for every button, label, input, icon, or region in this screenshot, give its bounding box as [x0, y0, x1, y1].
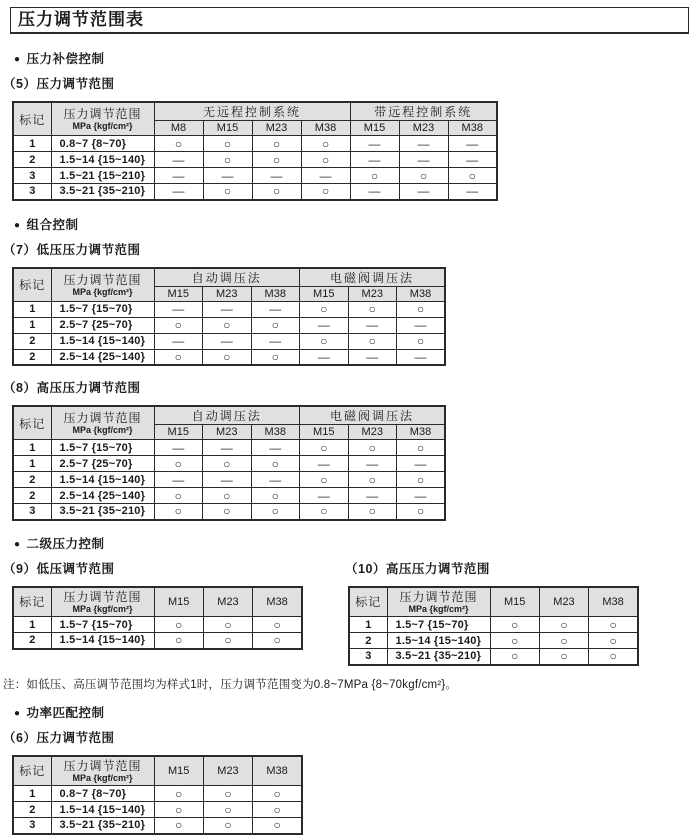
circle-mark: ○: [154, 786, 203, 802]
mark-cell: 1: [13, 301, 51, 317]
model-header: M15: [300, 425, 349, 440]
circle-mark: ○: [589, 649, 638, 665]
mark-header: 标记: [13, 268, 51, 302]
mark-cell: 2: [13, 472, 51, 488]
circle-mark: ○: [203, 136, 252, 152]
range-cell: 1.5~14 {15~140}: [387, 633, 490, 649]
table-8-high-pressure-range: [12, 405, 700, 521]
range-cell: 1.5~14 {15~140}: [51, 472, 154, 488]
circle-mark: ○: [253, 633, 302, 649]
dash-mark: —: [154, 152, 203, 168]
range-cell: 2.5~14 {25~140}: [51, 488, 154, 504]
bullet-icon: ●: [14, 219, 21, 231]
range-table: [348, 586, 639, 666]
dash-mark: —: [350, 152, 399, 168]
circle-mark: ○: [301, 184, 350, 200]
circle-mark: ○: [203, 802, 252, 818]
range-cell: 3.5~21 {35~210}: [387, 649, 490, 665]
group-header: 自动调压法: [154, 406, 300, 425]
group-header: 电磁阀调压法: [300, 268, 446, 287]
model-header: M23: [203, 756, 252, 786]
circle-mark: ○: [539, 633, 588, 649]
dash-mark: —: [154, 440, 203, 456]
model-header: M38: [589, 587, 638, 617]
dash-mark: —: [399, 152, 448, 168]
mark-cell: 2: [13, 152, 51, 168]
range-header: [387, 587, 490, 617]
model-header: M23: [348, 286, 397, 301]
circle-mark: ○: [154, 349, 203, 365]
group-header: 无远程控制系统: [154, 102, 350, 121]
circle-mark: ○: [539, 617, 588, 633]
circle-mark: ○: [252, 184, 301, 200]
dash-mark: —: [300, 456, 349, 472]
dash-mark: —: [203, 440, 252, 456]
left-column: [0, 552, 345, 650]
section-power-matching: [14, 703, 700, 721]
table-row: [13, 472, 445, 488]
circle-mark: ○: [154, 818, 203, 834]
circle-mark: ○: [589, 617, 638, 633]
range-cell: 1.5~14 {15~140}: [51, 633, 154, 649]
model-header: M38: [251, 286, 300, 301]
circle-mark: ○: [154, 617, 203, 633]
circle-mark: ○: [348, 333, 397, 349]
dash-mark: —: [448, 136, 497, 152]
model-header: M38: [253, 756, 302, 786]
model-header: M15: [490, 587, 539, 617]
dash-mark: —: [348, 456, 397, 472]
mark-header: 标记: [13, 102, 51, 136]
dash-mark: —: [300, 488, 349, 504]
dash-mark: —: [252, 168, 301, 184]
header-row: [13, 268, 445, 287]
circle-mark: ○: [203, 184, 252, 200]
section-label: 二级压力控制: [26, 536, 105, 551]
mark-cell: 1: [13, 617, 51, 633]
model-header: M23: [203, 587, 252, 617]
circle-mark: ○: [251, 317, 300, 333]
dash-mark: —: [251, 301, 300, 317]
mark-cell: 3: [13, 818, 51, 834]
circle-mark: ○: [490, 649, 539, 665]
circle-mark: ○: [251, 456, 300, 472]
circle-mark: ○: [448, 168, 497, 184]
bullet-icon: ●: [14, 54, 21, 65]
range-header: [51, 406, 154, 440]
circle-mark: ○: [301, 136, 350, 152]
subsection-label-5: （5）压力调节范围: [3, 77, 115, 91]
table-row: [13, 168, 497, 184]
model-header: M15: [154, 587, 203, 617]
section-two-stage-control: [14, 534, 700, 552]
table-row: [13, 440, 445, 456]
range-header-title: 压力调节范围: [63, 758, 142, 773]
circle-mark: ○: [348, 301, 397, 317]
circle-mark: ○: [397, 301, 446, 317]
circle-mark: ○: [203, 317, 252, 333]
circle-mark: ○: [154, 633, 203, 649]
table-row: [13, 786, 302, 802]
table-row: [13, 333, 445, 349]
circle-mark: ○: [252, 136, 301, 152]
section-pressure-compensation: [14, 49, 700, 67]
mark-cell: 2: [13, 802, 51, 818]
mark-cell: 3: [13, 184, 51, 200]
two-column-area: [0, 552, 700, 666]
circle-mark: ○: [397, 504, 446, 520]
range-header: [51, 102, 154, 136]
circle-mark: ○: [203, 349, 252, 365]
range-header-title: 压力调节范围: [63, 272, 142, 287]
dash-mark: —: [154, 301, 203, 317]
model-header: M23: [539, 587, 588, 617]
mark-header: 标记: [13, 587, 51, 617]
range-header-title: 压力调节范围: [63, 589, 142, 604]
mark-cell: 1: [13, 786, 51, 802]
circle-mark: ○: [301, 152, 350, 168]
dash-mark: —: [203, 333, 252, 349]
model-header: M15: [203, 121, 252, 136]
range-cell: 3.5~21 {35~210}: [51, 184, 154, 200]
circle-mark: ○: [348, 472, 397, 488]
model-header: M38: [397, 425, 446, 440]
circle-mark: ○: [252, 152, 301, 168]
dash-mark: —: [154, 184, 203, 200]
dash-mark: —: [397, 349, 446, 365]
circle-mark: ○: [348, 440, 397, 456]
range-cell: 2.5~7 {25~70}: [51, 317, 154, 333]
circle-mark: ○: [203, 504, 252, 520]
section-label: 组合控制: [26, 217, 79, 232]
range-table: [12, 101, 498, 201]
dash-mark: —: [154, 168, 203, 184]
bullet-icon: ●: [14, 707, 21, 719]
table-6-pressure-range: [12, 755, 700, 835]
header-row: [349, 587, 638, 617]
dash-mark: —: [203, 301, 252, 317]
range-table: [12, 586, 303, 650]
mark-cell: 1: [13, 136, 51, 152]
dash-mark: —: [203, 472, 252, 488]
circle-mark: ○: [300, 472, 349, 488]
group-header: 自动调压法: [154, 268, 300, 287]
circle-mark: ○: [203, 786, 252, 802]
circle-mark: ○: [300, 301, 349, 317]
range-cell: 0.8~7 {8~70}: [51, 136, 154, 152]
model-header: M15: [154, 756, 203, 786]
range-cell: 1.5~7 {15~70}: [51, 440, 154, 456]
range-cell: 1.5~7 {15~70}: [51, 617, 154, 633]
footnote: 注：如低压、高压调节范围均为样式1时，压力调节范围变为0.8~7MPa {8~70kgf/cm²}。: [3, 678, 458, 691]
dash-mark: —: [397, 488, 446, 504]
circle-mark: ○: [539, 649, 588, 665]
table-row: [349, 649, 638, 665]
table-row: [13, 504, 445, 520]
header-row: [13, 102, 497, 121]
mark-cell: 2: [13, 349, 51, 365]
circle-mark: ○: [253, 617, 302, 633]
range-table: [12, 267, 446, 367]
circle-mark: ○: [350, 168, 399, 184]
dash-mark: —: [350, 184, 399, 200]
circle-mark: ○: [154, 456, 203, 472]
circle-mark: ○: [203, 818, 252, 834]
table-row: [13, 633, 302, 649]
circle-mark: ○: [397, 472, 446, 488]
section-combination-control: [14, 215, 700, 233]
mark-cell: 3: [349, 649, 387, 665]
range-cell: 1.5~14 {15~140}: [51, 152, 154, 168]
section-label: 压力补偿控制: [26, 52, 105, 66]
table-row: [13, 317, 445, 333]
circle-mark: ○: [300, 333, 349, 349]
bullet-icon: ●: [14, 538, 21, 550]
model-header: M15: [154, 286, 203, 301]
range-header: [51, 587, 154, 617]
dash-mark: —: [154, 472, 203, 488]
group-header: 带远程控制系统: [350, 102, 497, 121]
range-cell: 1.5~14 {15~140}: [51, 333, 154, 349]
range-header-title: 压力调节范围: [399, 589, 478, 604]
model-header: M15: [300, 286, 349, 301]
dash-mark: —: [301, 168, 350, 184]
range-cell: 2.5~7 {25~70}: [51, 456, 154, 472]
circle-mark: ○: [397, 440, 446, 456]
mark-header: 标记: [13, 406, 51, 440]
model-header: M38: [301, 121, 350, 136]
table-row: [13, 152, 497, 168]
circle-mark: ○: [203, 633, 252, 649]
page-title: 压力调节范围表: [10, 7, 689, 34]
table-row: [13, 456, 445, 472]
range-header: [51, 756, 154, 786]
range-cell: 3.5~21 {35~210}: [51, 818, 154, 834]
dash-mark: —: [300, 317, 349, 333]
table-row: [13, 818, 302, 834]
dash-mark: —: [251, 333, 300, 349]
range-table: [12, 405, 446, 521]
table-row: [13, 301, 445, 317]
model-header: M23: [252, 121, 301, 136]
circle-mark: ○: [154, 317, 203, 333]
mark-cell: 3: [13, 168, 51, 184]
range-cell: 1.5~14 {15~140}: [51, 802, 154, 818]
dash-mark: —: [397, 456, 446, 472]
range-cell: 1.5~21 {15~210}: [51, 168, 154, 184]
range-cell: 2.5~14 {25~140}: [51, 349, 154, 365]
range-header: [51, 268, 154, 302]
dash-mark: —: [154, 333, 203, 349]
group-header: 电磁阀调压法: [300, 406, 446, 425]
range-header-unit: MPa {kgf/cm²}: [72, 425, 133, 435]
range-header-unit: MPa {kgf/cm²}: [72, 603, 133, 614]
model-header: M23: [203, 425, 252, 440]
dash-mark: —: [448, 152, 497, 168]
table-row: [13, 136, 497, 152]
right-column: [345, 552, 639, 666]
dash-mark: —: [348, 317, 397, 333]
circle-mark: ○: [490, 633, 539, 649]
range-header-unit: MPa {kgf/cm²}: [72, 772, 133, 783]
circle-mark: ○: [154, 136, 203, 152]
mark-header: 标记: [13, 756, 51, 786]
table-row: [13, 802, 302, 818]
header-row: [13, 587, 302, 617]
circle-mark: ○: [154, 802, 203, 818]
mark-cell: 3: [13, 504, 51, 520]
model-header: M38: [397, 286, 446, 301]
range-header-unit: MPa {kgf/cm²}: [72, 121, 133, 131]
mark-cell: 1: [13, 440, 51, 456]
model-header: M15: [350, 121, 399, 136]
mark-cell: 1: [13, 456, 51, 472]
range-header-unit: MPa {kgf/cm²}: [72, 286, 133, 297]
dash-mark: —: [397, 317, 446, 333]
table-row: [13, 349, 445, 365]
table-row: [13, 617, 302, 633]
section-label: 功率匹配控制: [26, 705, 105, 720]
model-header: M38: [448, 121, 497, 136]
range-table: [12, 755, 303, 835]
table-row: [349, 617, 638, 633]
dash-mark: —: [251, 440, 300, 456]
range-header-title: 压力调节范围: [63, 107, 142, 121]
range-header-title: 压力调节范围: [63, 411, 142, 425]
mark-cell: 2: [13, 488, 51, 504]
range-cell: 1.5~7 {15~70}: [387, 617, 490, 633]
subsection-label-9: （9）低压调节范围: [3, 561, 115, 576]
subsection-label-8: （8）高压压力调节范围: [3, 381, 141, 395]
header-row: [13, 756, 302, 786]
circle-mark: ○: [490, 617, 539, 633]
subsection-label-10: （10）高压压力调节范围: [345, 561, 490, 576]
dash-mark: —: [399, 184, 448, 200]
dash-mark: —: [448, 184, 497, 200]
circle-mark: ○: [203, 617, 252, 633]
range-cell: 1.5~7 {15~70}: [51, 301, 154, 317]
circle-mark: ○: [253, 818, 302, 834]
circle-mark: ○: [253, 786, 302, 802]
circle-mark: ○: [348, 504, 397, 520]
mark-cell: 2: [13, 333, 51, 349]
circle-mark: ○: [399, 168, 448, 184]
mark-header: 标记: [349, 587, 387, 617]
model-header: M23: [203, 286, 252, 301]
model-header: M8: [154, 121, 203, 136]
circle-mark: ○: [251, 488, 300, 504]
model-header: M15: [154, 425, 203, 440]
range-cell: 3.5~21 {35~210}: [51, 504, 154, 520]
circle-mark: ○: [251, 504, 300, 520]
model-header: M38: [251, 425, 300, 440]
dash-mark: —: [300, 349, 349, 365]
model-header: M23: [399, 121, 448, 136]
circle-mark: ○: [589, 633, 638, 649]
circle-mark: ○: [300, 504, 349, 520]
table-10-high-pressure-range: [348, 586, 639, 666]
header-row: [13, 406, 445, 425]
dash-mark: —: [203, 168, 252, 184]
model-header: M23: [348, 425, 397, 440]
circle-mark: ○: [154, 504, 203, 520]
circle-mark: ○: [203, 152, 252, 168]
dash-mark: —: [348, 349, 397, 365]
mark-cell: 1: [13, 317, 51, 333]
dash-mark: —: [348, 488, 397, 504]
circle-mark: ○: [203, 488, 252, 504]
range-header-unit: MPa {kgf/cm²}: [408, 603, 469, 614]
dash-mark: —: [350, 136, 399, 152]
circle-mark: ○: [251, 349, 300, 365]
circle-mark: ○: [300, 440, 349, 456]
model-header: M38: [253, 587, 302, 617]
dash-mark: —: [251, 472, 300, 488]
subsection-label-7: （7）低压压力调节范围: [3, 242, 141, 257]
mark-cell: 2: [13, 633, 51, 649]
circle-mark: ○: [397, 333, 446, 349]
table-row: [13, 488, 445, 504]
table-row: [13, 184, 497, 200]
circle-mark: ○: [253, 802, 302, 818]
mark-cell: 2: [349, 633, 387, 649]
dash-mark: —: [399, 136, 448, 152]
circle-mark: ○: [203, 456, 252, 472]
range-cell: 0.8~7 {8~70}: [51, 786, 154, 802]
table-row: [349, 633, 638, 649]
circle-mark: ○: [154, 488, 203, 504]
table-7-low-pressure-range: [12, 267, 700, 367]
table-9-low-range: [12, 586, 345, 650]
table-5-pressure-range: [12, 101, 700, 201]
mark-cell: 1: [349, 617, 387, 633]
subsection-label-6: （6）压力调节范围: [3, 730, 115, 745]
